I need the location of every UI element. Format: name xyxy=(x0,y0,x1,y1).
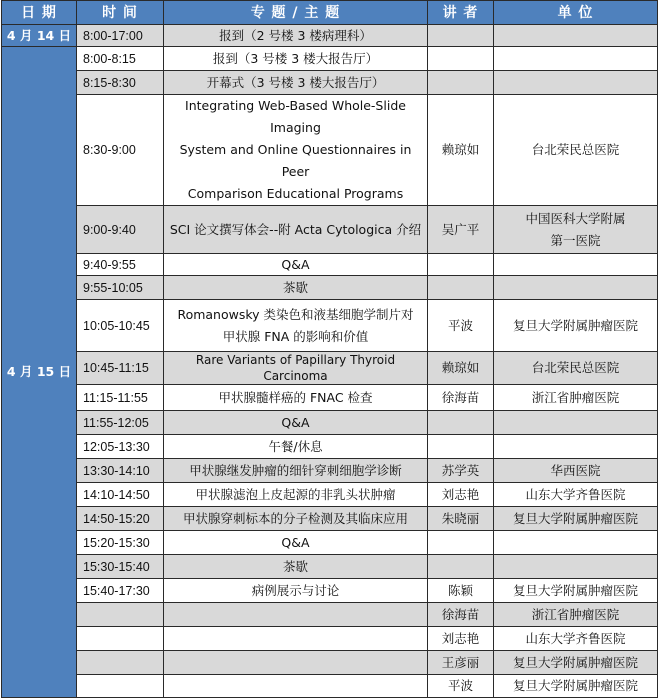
topic-line: Romanowsky 类染色和液基细胞学制片对 xyxy=(177,306,414,322)
speaker-cell xyxy=(428,71,494,95)
speaker-cell: 平波 xyxy=(428,300,494,352)
table-row xyxy=(2,579,658,603)
speaker-cell xyxy=(428,276,494,300)
speaker-cell xyxy=(428,411,494,435)
unit-cell: 山东大学齐鲁医院 xyxy=(494,627,658,651)
speaker-cell: 赖琼如 xyxy=(428,95,494,206)
time-cell xyxy=(77,651,164,675)
time-cell: 8:15-8:30 xyxy=(77,71,164,95)
time-cell: 14:50-15:20 xyxy=(77,507,164,531)
table-row xyxy=(2,25,658,47)
speaker-cell: 王彦丽 xyxy=(428,651,494,675)
speaker-cell: 赖琼如 xyxy=(428,352,494,385)
unit-cell xyxy=(494,206,658,254)
time-cell: 10:05-10:45 xyxy=(77,300,164,352)
topic-cell: Q&A xyxy=(164,254,428,276)
table-row xyxy=(2,95,658,206)
speaker-cell xyxy=(428,435,494,459)
unit-cell xyxy=(494,276,658,300)
time-cell: 14:10-14:50 xyxy=(77,483,164,507)
unit-cell xyxy=(494,47,658,71)
header-speaker: 讲 者 xyxy=(428,1,494,25)
unit-cell: 山东大学齐鲁医院 xyxy=(494,483,658,507)
time-cell: 9:00-9:40 xyxy=(77,206,164,254)
topic-cell: 茶歇 xyxy=(164,555,428,579)
unit-cell xyxy=(494,435,658,459)
unit-cell xyxy=(494,531,658,555)
topic-cell xyxy=(164,651,428,675)
topic-cell: Q&A xyxy=(164,411,428,435)
topic-line: System and Online Questionnaires in Peer xyxy=(179,142,412,179)
table-row xyxy=(2,47,658,71)
topic-cell: 甲状腺穿刺标本的分子检测及其临床应用 xyxy=(164,507,428,531)
time-cell: 8:00-8:15 xyxy=(77,47,164,71)
time-cell xyxy=(77,675,164,698)
table-row xyxy=(2,206,658,254)
time-cell xyxy=(77,627,164,651)
unit-cell: 浙江省肿瘤医院 xyxy=(494,603,658,627)
header-date: 日 期 xyxy=(2,1,77,25)
time-cell: 11:55-12:05 xyxy=(77,411,164,435)
unit-cell: 华西医院 xyxy=(494,459,658,483)
header-topic: 专 题 / 主 题 xyxy=(164,1,428,25)
unit-cell: 复旦大学附属肿瘤医院 xyxy=(494,675,658,698)
table-row xyxy=(2,435,658,459)
topic-cell: 报到（3 号楼 3 楼大报告厅） xyxy=(164,47,428,71)
time-cell: 9:40-9:55 xyxy=(77,254,164,276)
topic-cell: 茶歇 xyxy=(164,276,428,300)
table-row xyxy=(2,411,658,435)
header-unit: 单 位 xyxy=(494,1,658,25)
table-row xyxy=(2,651,658,675)
table-row xyxy=(2,627,658,651)
unit-cell xyxy=(494,411,658,435)
unit-cell xyxy=(494,71,658,95)
header-row xyxy=(2,1,658,25)
time-cell: 15:40-17:30 xyxy=(77,579,164,603)
time-cell: 11:15-11:55 xyxy=(77,385,164,411)
unit-cell: 复旦大学附属肿瘤医院 xyxy=(494,651,658,675)
topic-cell: 午餐/休息 xyxy=(164,435,428,459)
topic-cell: SCI 论文撰写体会--附 Acta Cytologica 介绍 xyxy=(164,206,428,254)
time-cell: 9:55-10:05 xyxy=(77,276,164,300)
speaker-cell: 刘志艳 xyxy=(428,483,494,507)
topic-cell xyxy=(164,675,428,698)
unit-cell: 台北荣民总医院 xyxy=(494,95,658,206)
speaker-cell: 陈颖 xyxy=(428,579,494,603)
unit-line: 第一医院 xyxy=(550,232,601,248)
table-row xyxy=(2,483,658,507)
topic-cell xyxy=(164,627,428,651)
schedule-table xyxy=(1,0,658,698)
speaker-cell: 刘志艳 xyxy=(428,627,494,651)
table-row xyxy=(2,385,658,411)
table-row xyxy=(2,276,658,300)
topic-cell: 甲状腺髓样癌的 FNAC 检查 xyxy=(164,385,428,411)
topic-cell: 病例展示与讨论 xyxy=(164,579,428,603)
unit-cell: 复旦大学附属肿瘤医院 xyxy=(494,507,658,531)
time-cell: 15:20-15:30 xyxy=(77,531,164,555)
table-row xyxy=(2,71,658,95)
topic-cell: 甲状腺继发肿瘤的细针穿刺细胞学诊断 xyxy=(164,459,428,483)
speaker-cell xyxy=(428,25,494,47)
header-time: 时 间 xyxy=(77,1,164,25)
speaker-cell: 朱晓丽 xyxy=(428,507,494,531)
topic-cell: 甲状腺滤泡上皮起源的非乳头状肿瘤 xyxy=(164,483,428,507)
topic-cell xyxy=(164,603,428,627)
speaker-cell: 苏学英 xyxy=(428,459,494,483)
speaker-cell xyxy=(428,531,494,555)
table-row xyxy=(2,254,658,276)
speaker-cell xyxy=(428,254,494,276)
topic-line: 甲状腺 FNA 的影响和价值 xyxy=(222,328,369,344)
unit-cell xyxy=(494,25,658,47)
date-day2: 4 月 15 日 xyxy=(2,47,77,698)
table-row xyxy=(2,300,658,352)
time-cell xyxy=(77,603,164,627)
time-cell: 12:05-13:30 xyxy=(77,435,164,459)
unit-cell xyxy=(494,254,658,276)
unit-cell: 浙江省肿瘤医院 xyxy=(494,385,658,411)
table-row xyxy=(2,675,658,698)
topic-cell xyxy=(164,95,428,206)
speaker-cell: 徐海苗 xyxy=(428,385,494,411)
table-row xyxy=(2,507,658,531)
unit-cell xyxy=(494,555,658,579)
time-cell: 15:30-15:40 xyxy=(77,555,164,579)
date-day1: 4 月 14 日 xyxy=(2,25,77,47)
time-cell: 8:30-9:00 xyxy=(77,95,164,206)
topic-cell: 报到（2 号楼 3 楼病理科） xyxy=(164,25,428,47)
table-row xyxy=(2,555,658,579)
speaker-cell: 平波 xyxy=(428,675,494,698)
topic-line: Comparison Educational Programs xyxy=(187,186,404,201)
time-cell: 8:00-17:00 xyxy=(77,25,164,47)
table-row xyxy=(2,459,658,483)
topic-cell xyxy=(164,300,428,352)
speaker-cell: 吴广平 xyxy=(428,206,494,254)
unit-cell: 复旦大学附属肿瘤医院 xyxy=(494,300,658,352)
topic-line: Integrating Web-Based Whole-Slide Imaging xyxy=(185,98,406,135)
topic-cell: Rare Variants of Papillary Thyroid Carcinoma xyxy=(164,352,428,385)
table-row xyxy=(2,531,658,555)
speaker-cell xyxy=(428,555,494,579)
table-row xyxy=(2,603,658,627)
topic-cell: 开幕式（3 号楼 3 楼大报告厅） xyxy=(164,71,428,95)
topic-cell: Q&A xyxy=(164,531,428,555)
time-cell: 13:30-14:10 xyxy=(77,459,164,483)
unit-cell: 复旦大学附属肿瘤医院 xyxy=(494,579,658,603)
unit-line: 中国医科大学附属 xyxy=(525,210,626,226)
time-cell: 10:45-11:15 xyxy=(77,352,164,385)
speaker-cell xyxy=(428,47,494,71)
table-row xyxy=(2,352,658,385)
unit-cell: 台北荣民总医院 xyxy=(494,352,658,385)
speaker-cell: 徐海苗 xyxy=(428,603,494,627)
